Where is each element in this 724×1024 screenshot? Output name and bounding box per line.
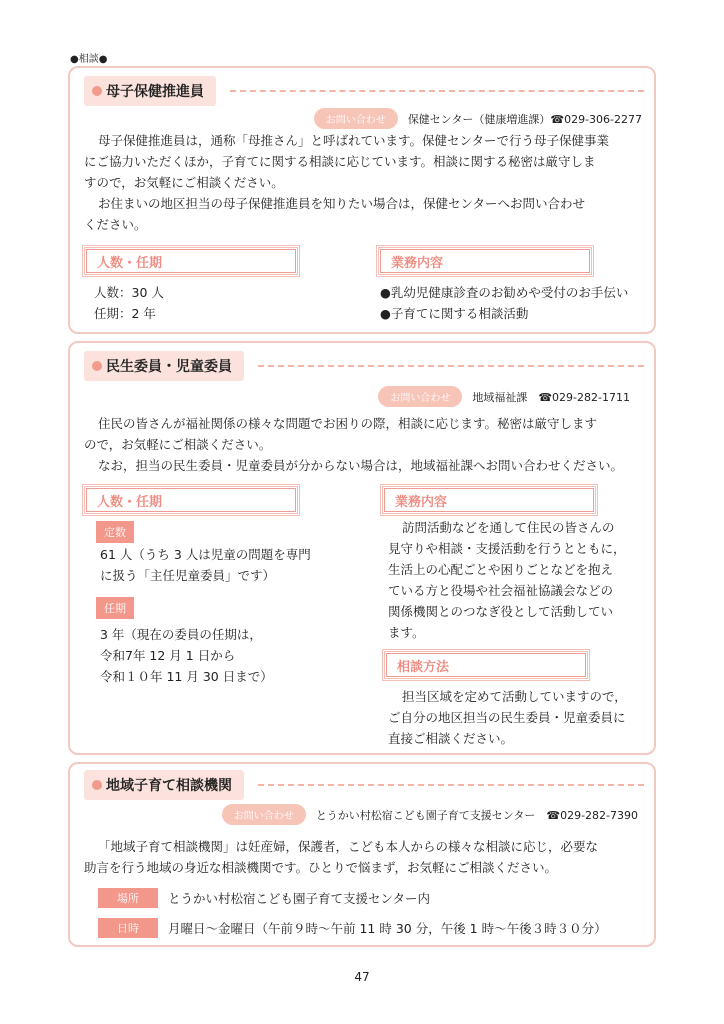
card-title: 民生委員・児童委員 [106,359,232,375]
description: 住民の皆さんが福祉関係の様々な問題でお困りの際，相談に応じます。秘密は厳守します ので，お気軽にご相談ください。 なお，担当の民生委員・児童委員が分からない場合は，地域福祉課へお問い合わせください。 [84,416,624,473]
section-label: ●相談● [70,54,108,65]
box-label-ninzu: 人数・任期 [86,488,296,512]
description: 母子保健推進員は，通称「母推さん」と呼ばれています。保健センターで行う母子保健事業 にご協力いただくほか，子育てに関する相談に応じています。相談に関する秘密は厳守しま すので，お気軽にご相談ください。 お住まいの地区担当の母子保健推進員を知りたい場合は，保健センターへお問い合わせ ください。 [84,133,610,232]
gyomu-text: 訪問活動などを通して住民の皆さんの 見守りや相談・支援活動を行うとともに， 生活上の心配ごとや困りごとなどを抱え ている方と役場や社会福祉協議会などの 関係機関とのつなぎ役として活動してい ます。 [388,520,626,640]
dashed-divider [258,784,644,786]
ninzu-text: 人数：30 人 任期：2 年 [94,285,164,321]
box-label-ninzu: 人数・任期 [86,249,296,273]
box-label-hoho: 相談方法 [386,653,586,677]
contact-row [222,804,638,825]
contact-text: とうかい村松宿こども園子育て支援センター ☎029-282-7390 [315,808,638,822]
tag-days: 日時 [98,918,158,938]
teisu-text: 61 人（うち 3 人は児童の問題を専門 に扱う「主任児童委員」です） [100,547,311,583]
dashed-divider [230,90,644,92]
bullet-dot-icon [92,361,102,371]
card-boshi-hoken [68,66,656,334]
box-label-gyomu: 業務内容 [384,488,594,512]
bullet-dot-icon [92,86,102,96]
contact-pill: お問い合わせ [378,386,462,407]
card-kosodate-sodan [68,762,656,947]
card-header [84,770,644,800]
tag-place: 場所 [98,888,158,908]
card-header [84,76,644,106]
contact-row [378,386,630,407]
card-title: 地域子育て相談機関 [106,778,232,794]
tag-teisu: 定数 [96,521,134,543]
contact-pill: お問い合わせ [222,804,306,825]
contact-text: 保健センター（健康増進課）☎029-306-2277 [407,112,642,126]
days-text: 月曜日～金曜日（午前９時～午前 11 時 30 分，午後 1 時～午後３時３０分） [168,921,607,936]
gyomu-text: ●乳幼児健康診査のお勧めや受付のお手伝い ●子育てに関する相談活動 [380,285,629,321]
box-label-gyomu: 業務内容 [380,249,590,273]
card-minsei-iin [68,341,656,755]
hoho-text: 担当区域を定めて活動していますので， ご自分の地区担当の民生委員・児童委員に 直接ご相談ください。 [388,689,627,746]
contact-pill: お問い合わせ [314,108,398,129]
ninki-text: 3 年（現在の委員の任期は， 令和7年 12 月 1 日から 令和１０年 11 月 30 日まで） [100,627,273,684]
dashed-divider [258,365,644,367]
page-number: 47 [354,970,370,984]
tag-ninki: 任期 [96,597,134,619]
contact-text: 地域福祉課 ☎029-282-1711 [472,390,630,404]
contact-row [314,108,642,129]
place-text: とうかい村松宿こども園子育て支援センター内 [168,891,431,906]
description: 「地域子育て相談機関」は妊産婦，保護者，こども本人からの様々な相談に応じ，必要な 助言を行う地域の身近な相談機関です。ひとりで悩まず，お気軽にご相談ください。 [84,839,599,875]
card-header [84,351,644,381]
bullet-dot-icon [92,780,102,790]
card-title: 母子保健推進員 [106,84,204,100]
